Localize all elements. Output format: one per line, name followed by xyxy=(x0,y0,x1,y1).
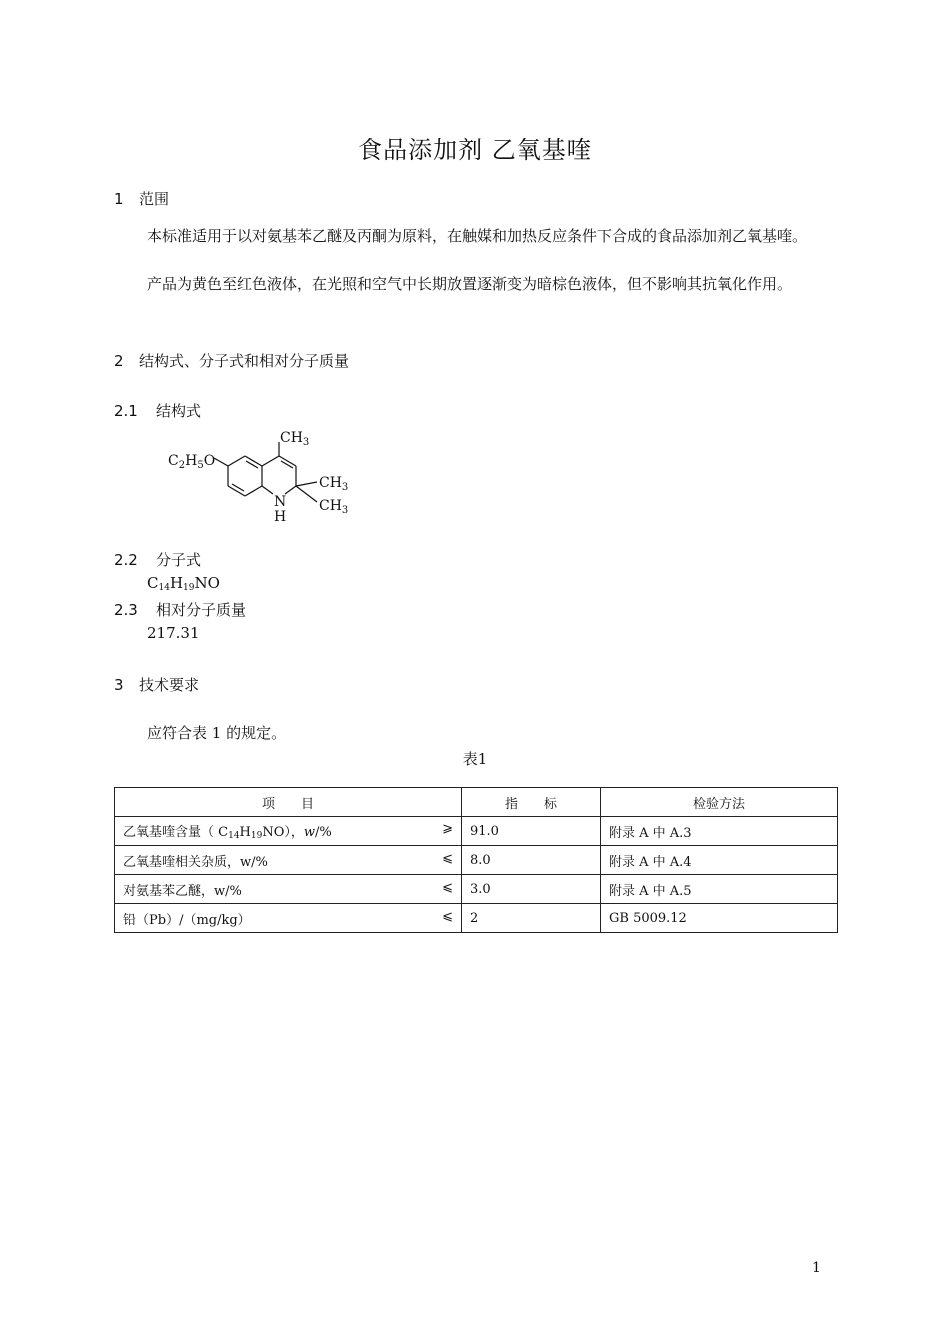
nitrogen-label: N xyxy=(274,494,287,510)
row-value: 91.0 xyxy=(462,817,601,846)
amine-hydrogen-label: H xyxy=(274,509,287,525)
row-value: 8.0 xyxy=(462,846,601,875)
methyl-right-1-label: $CH_3$ xyxy=(319,475,349,493)
row-operator: ⩽ xyxy=(442,879,453,895)
row-item: 乙氧基喹相关杂质，w/% xyxy=(123,854,268,870)
header-value: 指 标 xyxy=(462,788,601,817)
methyl-top-label: $CH_3$ xyxy=(280,430,310,448)
table-row xyxy=(115,875,838,904)
requirements-paragraph: 应符合表 1 的规定。 xyxy=(147,724,287,742)
row-value: 3.0 xyxy=(462,875,601,904)
table-caption: 表1 xyxy=(462,750,488,768)
section-3-number: 3 xyxy=(114,676,124,694)
table-row xyxy=(115,904,838,933)
section-2-2-heading xyxy=(114,549,201,570)
row-operator: ⩽ xyxy=(442,908,453,924)
scope-paragraph-2: 产品为黄色至红色液体，在光照和空气中长期放置逐渐变为暗棕色液体，但不影响其抗氧化作用。 xyxy=(147,275,793,293)
spec-table xyxy=(114,787,838,933)
molecular-formula: C14H19NO xyxy=(147,574,220,593)
section-2-heading xyxy=(114,350,349,371)
section-2-3-heading xyxy=(114,599,246,620)
section-2-2-title: 分子式 xyxy=(156,551,202,569)
table-row xyxy=(115,846,838,875)
table-header-row xyxy=(115,788,838,817)
header-item: 项 目 xyxy=(115,788,462,817)
row-operator: ⩾ xyxy=(442,821,453,836)
section-2-1-number: 2.1 xyxy=(114,402,138,420)
methyl-right-2-label: $CH_3$ xyxy=(319,498,349,516)
row-item: 铅（Pb）/（mg/kg） xyxy=(123,912,251,928)
structural-formula xyxy=(160,424,360,529)
page-number: 1 xyxy=(812,1260,821,1276)
section-2-3-number: 2.3 xyxy=(114,601,138,619)
section-1-number: 1 xyxy=(114,190,124,208)
section-3-title: 技术要求 xyxy=(139,676,200,694)
molecule-bonds xyxy=(214,442,317,502)
row-item: 乙氧基喹含量（ C14H19NO），w/% xyxy=(123,825,332,841)
section-2-3-title: 相对分子质量 xyxy=(156,601,247,619)
section-3-heading xyxy=(114,674,199,695)
section-1-heading xyxy=(114,188,169,209)
row-method: 附录 A 中 A.3 xyxy=(601,817,838,846)
row-item: 对氨基苯乙醚，w/% xyxy=(123,883,242,899)
row-method: 附录 A 中 A.5 xyxy=(601,875,838,904)
row-operator: ⩽ xyxy=(442,850,453,866)
section-2-title: 结构式、分子式和相对分子质量 xyxy=(139,352,350,370)
section-1-title: 范围 xyxy=(139,190,170,208)
document-title: 食品添加剂 乙氧基喹 xyxy=(358,136,592,164)
header-method: 检验方法 xyxy=(601,788,838,817)
row-method: 附录 A 中 A.4 xyxy=(601,846,838,875)
scope-paragraph-1: 本标准适用于以对氨基苯乙醚及丙酮为原料，在触媒和加热反应条件下合成的食品添加剂乙氧基喹。 xyxy=(147,227,808,245)
ethoxy-label: $C_2H_5O$ xyxy=(168,453,216,471)
section-2-number: 2 xyxy=(114,352,124,370)
table-row xyxy=(115,817,838,846)
section-2-1-heading xyxy=(114,400,201,421)
molecular-mass: 217.31 xyxy=(147,624,200,642)
row-method: GB 5009.12 xyxy=(601,904,838,933)
section-2-1-title: 结构式 xyxy=(156,402,202,420)
row-value: 2 xyxy=(462,904,601,933)
section-2-2-number: 2.2 xyxy=(114,551,138,569)
